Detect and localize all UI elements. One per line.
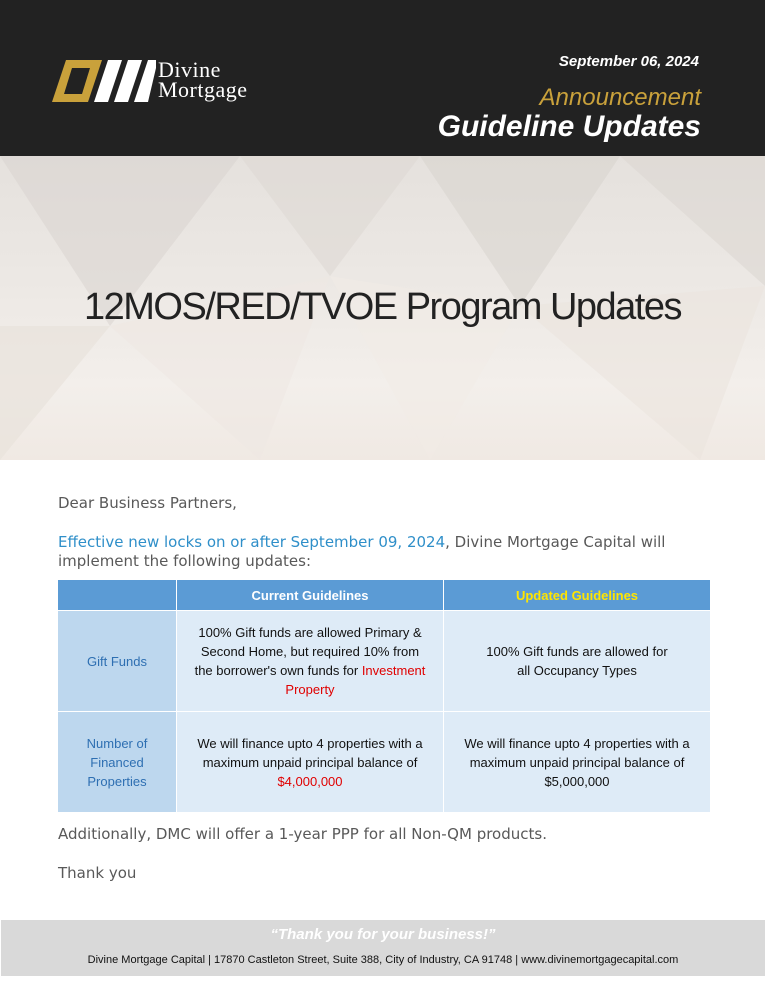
footer-quote: “Thank you for your business!” (270, 926, 496, 943)
table-header-updated: Updated Guidelines (444, 580, 710, 610)
current-balance-highlight: $4,000,000 (277, 773, 343, 789)
footer-address: Divine Mortgage Capital | 17870 Castleton Street, Suite 388, City of Industry, CA 91748 | www.divinemortgagecapital.com (87, 954, 679, 966)
headline: Guideline Updates (437, 110, 701, 143)
row-label-financed-properties: Number of Financed Properties (58, 712, 176, 812)
closing: Thank you (58, 864, 137, 882)
row-label-gift-funds: Gift Funds (58, 611, 176, 711)
announcement-date: September 06, 2024 (558, 53, 699, 70)
header-bar (0, 0, 765, 156)
effective-date-text: Effective new locks on or after September 09, 2024 (58, 533, 446, 551)
gift-funds-current (177, 611, 443, 711)
banner-title: 12MOS/RED/TVOE Program Updates (84, 286, 681, 328)
financed-properties-current (177, 712, 443, 812)
intro-rest-text: , Divine Mortgage Capital will implement the following updates: (58, 533, 666, 570)
financed-properties-updated: We will finance upto 4 properties with a maximum unpaid principal balance of $5,000,000 (444, 712, 710, 812)
logo-stripes-icon (52, 60, 156, 104)
additional-note: Additionally, DMC will offer a 1-year PPP for all Non-QM products. (58, 825, 547, 843)
banner (0, 156, 765, 460)
financed-properties-current-text (197, 734, 423, 791)
logo-wordmark (158, 57, 248, 102)
table-header-current: Current Guidelines (177, 580, 443, 610)
gift-funds-current-main: 100% Gift funds are allowed Primary & Second Home, but required 10% from the borrower's own funds for (194, 625, 422, 678)
guidelines-table (58, 580, 710, 812)
table-header-blank (58, 580, 176, 610)
gift-funds-current-text (191, 623, 429, 699)
greeting: Dear Business Partners, (58, 494, 237, 512)
logo-line-2: Mortgage (158, 77, 248, 102)
investment-property-highlight: Investment Property (285, 663, 426, 697)
intro-paragraph (58, 533, 726, 571)
footer (1, 920, 765, 976)
gift-funds-updated: 100% Gift funds are allowed for all Occupancy Types (444, 611, 710, 711)
announcement-label: Announcement (539, 84, 701, 111)
divine-mortgage-logo (52, 57, 282, 104)
financed-properties-current-main: We will finance upto 4 properties with a maximum unpaid principal balance of (197, 735, 423, 770)
logo-line-1: Divine (158, 57, 221, 82)
